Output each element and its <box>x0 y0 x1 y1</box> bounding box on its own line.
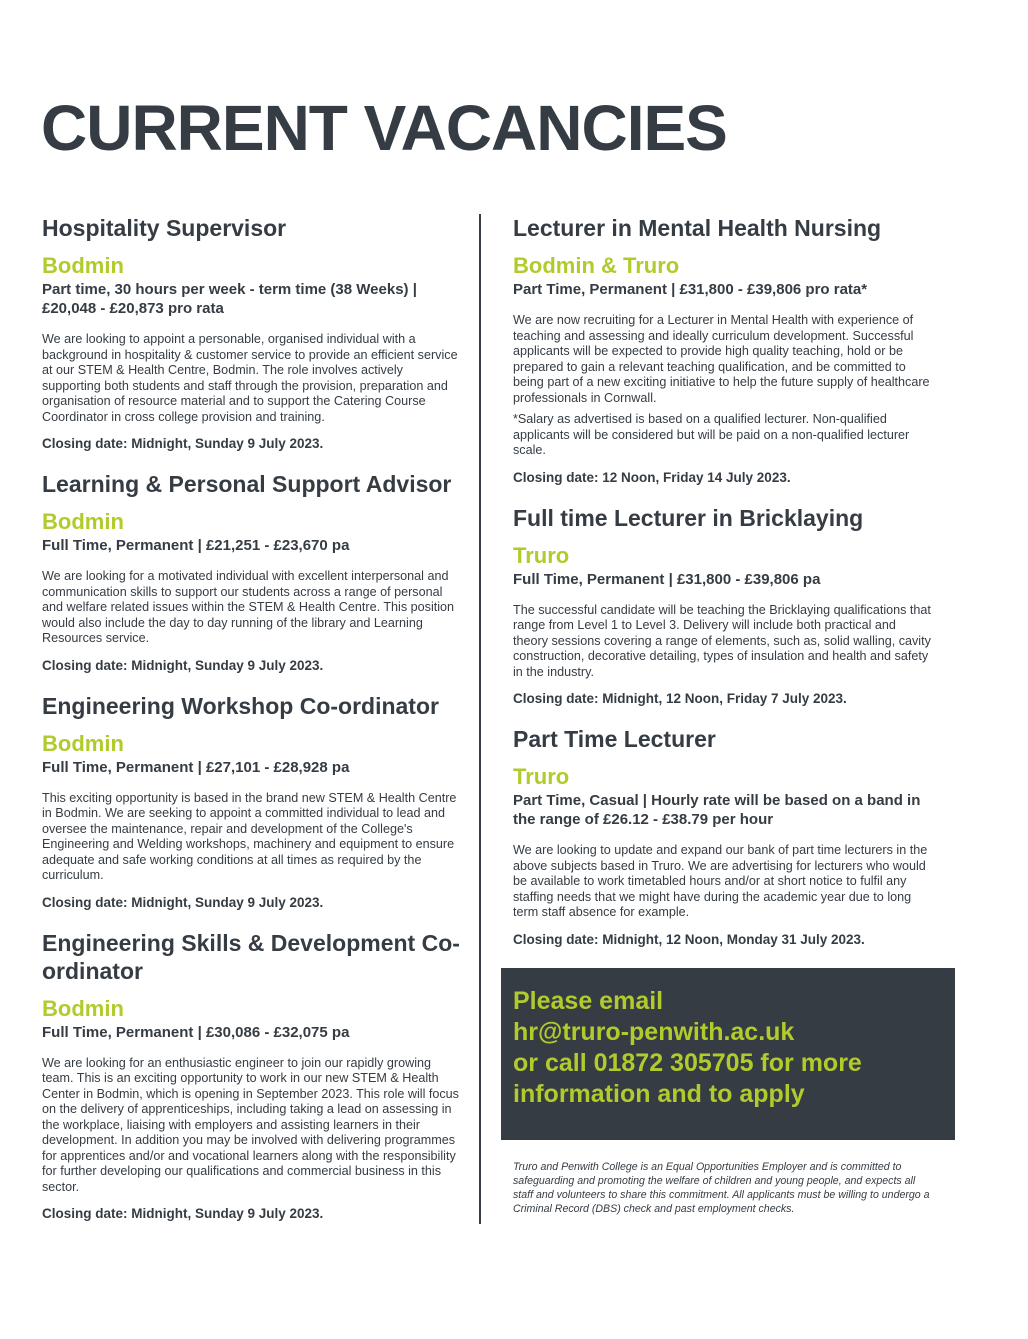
vacancy-description: The successful candidate will be teaching the Bricklaying qualifications that range from Level 1 to Level 3. Delivery will include both practical and theory sessions covering a range of elements, such as, solid walling, cavity construction, decorative detailing, types of insulation and health and safety in the industry. <box>513 602 931 679</box>
page-title: CURRENT VACANCIES <box>41 92 727 164</box>
vacancy-closing-date: Closing date: Midnight, 12 Noon, Monday 31 July 2023. <box>513 931 865 947</box>
vacancy-terms: Part time, 30 hours per week - term time (38 Weeks) | £20,048 - £20,873 pro rata <box>42 281 417 317</box>
vacancy-engineering-workshop-coordinator <box>42 688 460 911</box>
vacancy-location: Bodmin <box>42 253 124 278</box>
vacancy-title: Hospitality Supervisor <box>42 215 287 241</box>
vacancy-location: Truro <box>513 542 570 568</box>
left-column <box>42 210 460 1222</box>
vacancy-description: We are now recruiting for a Lecturer in Mental Health with experience of teaching and assessing and ideally curriculum development. Successful applicants will be expected to provide high quality teaching, hold or be prepared to gain a relevant teaching qualification, and be committed to being part of a new exciting initiative to help the future supply of healthcare professionals in Cornwall. <box>513 313 930 405</box>
vacancy-closing-date: Closing date: Midnight, Sunday 9 July 2023. <box>42 1206 324 1221</box>
vacancy-location: Bodmin <box>42 995 124 1021</box>
vacancy-description: We are looking for a motivated individual with excellent interpersonal and communication skills to support our students across a range of personal and welfare related issues within the STEM & Health Centre. This position would also include the day to day running of the library and Learning Resources service. <box>42 569 455 645</box>
vacancy-location: Bodmin <box>42 509 124 534</box>
vacancy-terms: Full Time, Permanent | £27,101 - £28,928 pa <box>42 758 350 776</box>
vacancy-engineering-skills-coordinator <box>42 925 460 1223</box>
vacancy-description: We are looking to appoint a personable, organised individual with a background in hospitality & customer service to provide an efficient service at our STEM & Health Centre, Bodmin. The role involves actively supporting both students and staff through the provision, preparation and organisation of resource material and to support the Catering Course Coordinator in cross college provision and training. <box>42 332 458 424</box>
vacancy-part-time-lecturer <box>513 721 933 948</box>
vacancy-description: We are looking to update and expand our bank of part time lecturers in the above subjects based in Truro. We are advertising for lecturers who would be available to work timetabled hours and/or at short notice to fulfil any staffing needs that we might have during the academic year due to long term staff absence for example. <box>513 843 928 919</box>
vacancy-location: Bodmin & Truro <box>513 253 680 278</box>
vacancy-title: Engineering Skills & Development Co-ordinator <box>42 929 460 984</box>
vacancy-description: This exciting opportunity is based in the brand new STEM & Health Centre in Bodmin. We are seeking to appoint a committed individual to lead and oversee the maintenance, repair and development of the College's Engineering and Welding workshops, machinery and equipment to ensure adequate and safe working conditions at all times as required by the curriculum. <box>42 790 457 882</box>
vacancy-closing-date: Closing date: Midnight, Sunday 9 July 2023. <box>42 894 324 910</box>
vacancy-title: Engineering Workshop Co-ordinator <box>42 692 439 719</box>
vacancy-closing-date: Closing date: Midnight, Sunday 9 July 2023. <box>42 657 324 673</box>
right-column <box>513 210 933 948</box>
vacancy-closing-date: Closing date: 12 Noon, Friday 14 July 2023. <box>513 469 791 485</box>
vacancy-title: Learning & Personal Support Advisor <box>42 471 452 497</box>
vacancy-terms: Full Time, Permanent | £31,800 - £39,806 pa <box>513 570 821 588</box>
cta-line-please-email: Please email <box>513 987 664 1015</box>
column-divider <box>479 214 481 1224</box>
cta-line-apply: information and to apply <box>513 1080 805 1108</box>
vacancy-location: Truro <box>513 764 570 789</box>
equal-opportunities-statement: Truro and Penwith College is an Equal Opportunities Employer and is committed to safeguarding and promoting the welfare of children and young people, and expects all staff and volunteers to share this commitment. All applicants must be willing to undergo a Criminal Record (DBS) check and past employment checks. <box>513 1161 930 1215</box>
vacancy-title: Lecturer in Mental Health Nursing <box>513 215 882 241</box>
vacancy-terms: Full Time, Permanent | £30,086 - £32,075 pa <box>42 1023 350 1041</box>
vacancy-title: Part Time Lecturer <box>513 726 716 752</box>
vacancy-terms: Full Time, Permanent | £21,251 - £23,670 pa <box>42 537 350 554</box>
vacancy-description: We are looking for an enthusiastic engineer to join our rapidly growing team. This is an exciting opportunity to work in our new STEM & Health Center in Bodmin, which is opening in September 2023. This role will focus on the delivery of apprenticeships, including taking a lead on assessing in the workplace, liaising with employers and assisting learners in their development. In addition you may be involved with delivering programmes for apprentices and/or and vocational learners along with the responsibility for further developing our qualifications and commercial business in this sector. <box>42 1055 459 1194</box>
cta-phone-line: or call 01872 305705 for more <box>513 1049 862 1077</box>
vacancy-terms: Part Time, Casual | Hourly rate will be based on a band in the range of £26.12 - £38.79 per hour <box>513 792 921 828</box>
vacancy-learning-support-advisor <box>42 466 460 674</box>
cta-email-link[interactable]: hr@truro-penwith.ac.uk <box>513 1018 795 1046</box>
vacancy-closing-date: Closing date: Midnight, Sunday 9 July 2023. <box>42 436 324 451</box>
vacancy-closing-date: Closing date: Midnight, 12 Noon, Friday 7 July 2023. <box>513 691 847 706</box>
vacancy-terms: Part Time, Permanent | £31,800 - £39,806 pro rata* <box>513 281 868 298</box>
contact-call-to-action <box>501 968 955 1140</box>
vacancy-bricklaying-lecturer <box>513 500 933 708</box>
vacancy-mental-health-lecturer <box>513 210 933 486</box>
vacancy-hospitality-supervisor <box>42 210 460 452</box>
vacancy-title: Full time Lecturer in Bricklaying <box>513 504 864 531</box>
vacancy-location: Bodmin <box>42 730 124 756</box>
vacancy-salary-note: *Salary as advertised is based on a qualified lecturer. Non-qualified applicants will be considered but will be paid on a non-qualified lecturer scale. <box>513 412 910 457</box>
